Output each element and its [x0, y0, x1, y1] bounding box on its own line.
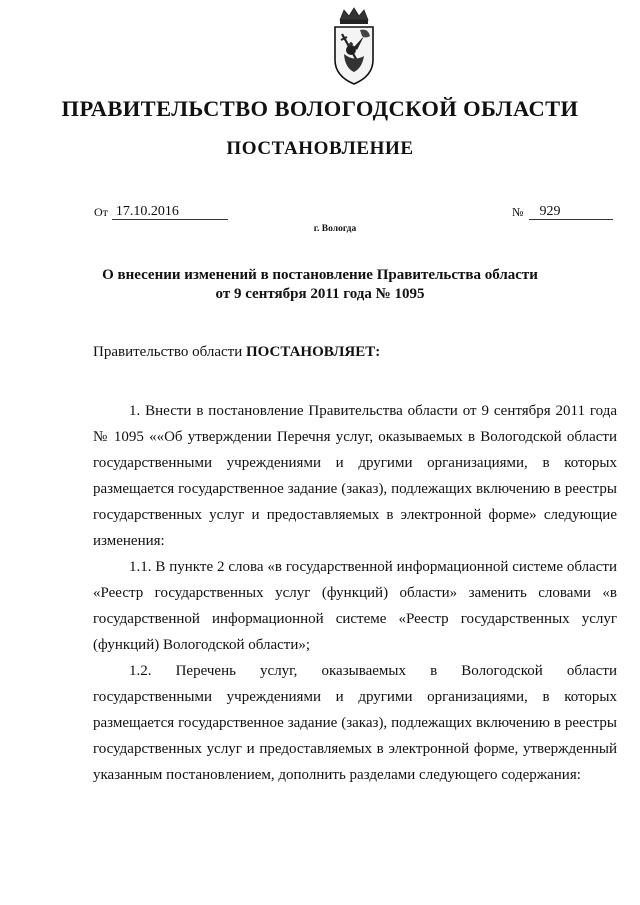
document-date: 17.10.2016: [112, 204, 228, 220]
resolve-keyword: ПОСТАНОВЛЯЕТ:: [245, 344, 381, 360]
number-prefix: №: [512, 205, 524, 219]
document-body: [93, 398, 617, 788]
city-label: г. Вологда: [313, 224, 357, 234]
resolve-statement: [93, 344, 380, 361]
subject-line-2: от 9 сентября 2011 года № 1095: [215, 286, 425, 302]
document-subject: [0, 266, 640, 304]
paragraph-1-1: 1.1. В пункте 2 слова «в государственной информационной системе области «Реестр государственных услуг (функций) области» заменить словами «в государственной информационной системе «Реестр государственных услуг (функций) Вологодской области»;: [93, 559, 617, 653]
resolve-prefix: Правительство области: [93, 344, 246, 360]
vologda-coat-of-arms-icon: [330, 6, 378, 86]
paragraph-1-2: 1.2. Перечень услуг, оказываемых в Вологодской области государственными учреждениями и другими организациями, в которых размещается государственное задание (заказ), подлежащих включению в реестры государственных услуг и предоставляемых в электронной форме, утвержденный указанным постановлением, дополнить разделами следующего содержания:: [93, 663, 617, 783]
government-title: ПРАВИТЕЛЬСТВО ВОЛОГОДСКОЙ ОБЛАСТИ: [61, 96, 579, 121]
number-field: [512, 204, 613, 220]
paragraph-1: 1. Внести в постановление Правительства области от 9 сентября 2011 года № 1095 ««Об утверждении Перечня услуг, оказываемых в Вологодской области государственными учреждениями и другими организациями, в которых размещается государственное задание (заказ), подлежащих включению в реестры государственных услуг и предоставляемых в электронной форме» следующие изменения:: [93, 403, 617, 549]
document-number: 929: [529, 204, 613, 220]
date-prefix: От: [94, 205, 108, 219]
document-type: ПОСТАНОВЛЕНИЕ: [226, 138, 414, 159]
subject-line-1: О внесении изменений в постановление Правительства области: [102, 267, 538, 283]
date-field: [94, 204, 228, 220]
